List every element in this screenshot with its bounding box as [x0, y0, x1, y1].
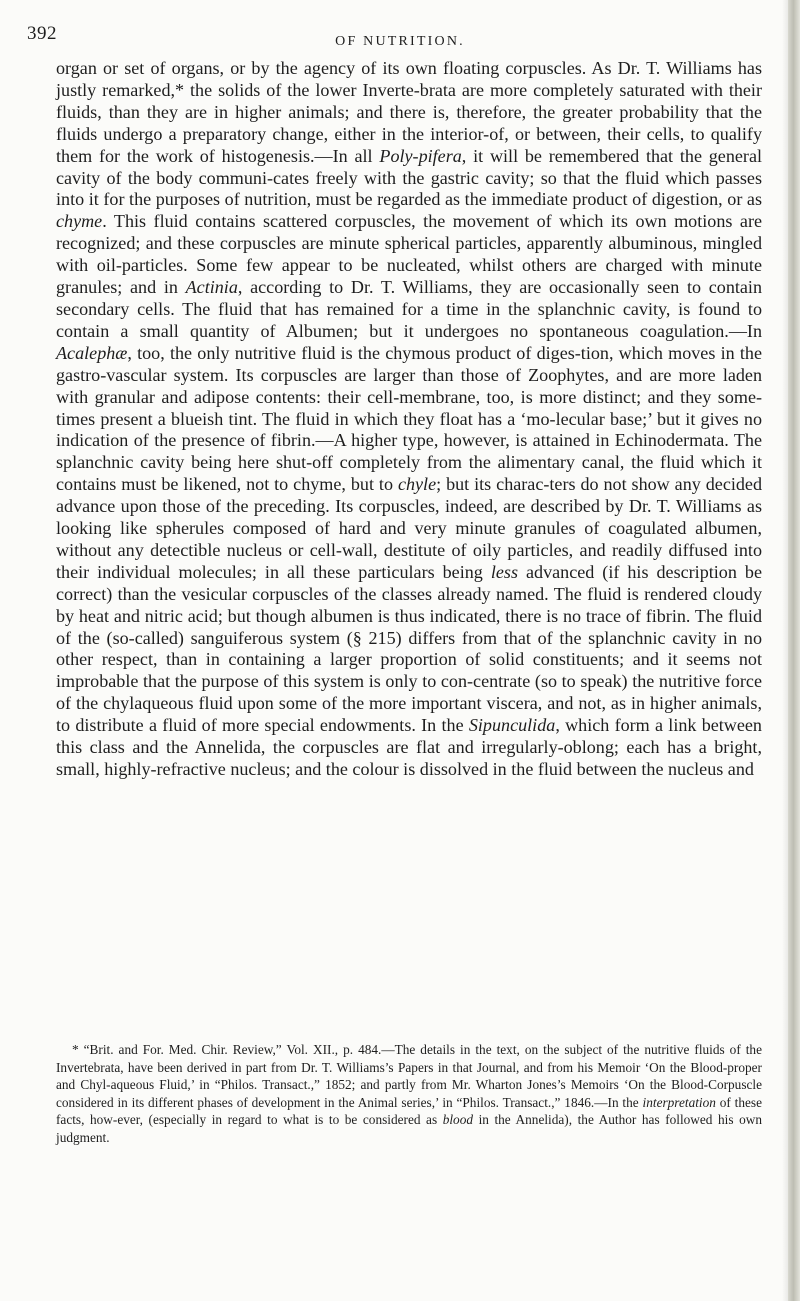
body-text-run: , which form a link between this class and the Annelida, the corpuscles are flat and irregularly-oblong; each has a bright, small, highly-refractive nucleus; and the colour is dissolved in the fluid between the nucleus and	[56, 715, 762, 779]
running-head: OF NUTRITION.	[335, 34, 465, 49]
body-text-run: organ or set of organs, or by the agency of its own floating corpuscles. As Dr. T. Williams has justly remarked,* the solids of the lower Inverte-brata are more completely saturated with their fluids, than they are in higher animals; and there is, therefore, the greater probability that the fluids undergo a preparatory change, either in the interior-of, or between, their cells, to qualify them for the work of histogenesis.—In all	[56, 58, 762, 166]
term-blood: blood	[442, 1112, 473, 1128]
footnote	[56, 1041, 762, 1147]
taxon-polypifera: Poly-pifera	[379, 145, 462, 166]
page-edge-strip	[788, 0, 800, 1301]
term-interpretation: interpretation	[642, 1094, 716, 1110]
body-text-run: , according to Dr. T. Williams, they are occasionally seen to contain secondary cells. The fluid that has remained for a time in the splanchnic cavity, is found to contain a small quantity of Albumen; but it undergoes no spontaneous coagulation.—In	[56, 277, 762, 341]
body-text-run: , it will be remembered that the general cavity of the body communi-cates freely with the gastric cavity; so that the fluid which passes into it for the purposes of nutrition, must be regarded as the immediate product of digestion, or as	[56, 145, 762, 210]
page-number: 392	[27, 23, 57, 44]
term-less: less	[490, 561, 518, 582]
footnote-text-run: * “Brit. and For. Med. Chir. Review,” Vol. XII., p. 484.—The details in the text, on the subject of the nutritive fluids of the Invertebrata, have been derived in part from Dr. T. Williams’s Papers in that Journal, and from his Memoir ‘On the Blood-proper and Chyl-aqueous Fluid,’ in “Philos. Transact.,” 1852; and partly from Mr. Wharton Jones’s Memoirs ‘On the Blood-Corpuscle considered in its different phases of development in the Animal series,’ in “Philos. Transact.,” 1846.—In the	[56, 1042, 762, 1110]
taxon-actinia: Actinia	[185, 277, 238, 298]
footnote-text-run: of these facts, how-ever, (especially in regard to what is to be considered as	[56, 1094, 762, 1128]
body-text	[56, 58, 762, 781]
term-chyme: chyme	[56, 211, 103, 232]
term-chyle: chyle	[397, 474, 437, 495]
body-paragraph	[56, 58, 762, 781]
body-text-run: . This fluid contains scattered corpuscles, the movement of which its own motions are recognized; and these corpuscles are minute spherical particles, apparently albuminous, mingled with oil-particles. Some few appear to be nucleated, whilst others are charged with minute granules; and in	[56, 211, 762, 298]
body-text-run: advanced (if his description be correct) than the vesicular corpuscles of the classes already named. The fluid is rendered cloudy by heat and nitric acid; but though albumen is thus indicated, there is no trace of fibrin. The fluid of the (so-called) sanguiferous system (§ 215) differs from that of the splanchnic cavity in no other respect, than in containing a larger proportion of solid constituents; and it seems not improbable that the purpose of this system is only to con-centrate (so to speak) the nutritive force of the chylaqueous fluid upon some of the more important viscera, and not, as in higher animals, to distribute a fluid of more special endowments. In the	[56, 561, 762, 736]
body-text-run: , too, the only nutritive fluid is the chymous product of diges-tion, which moves in the gastro-vascular system. Its corpuscles are larger than those of Zoophytes, and are more laden with granular and adipose contents: their cell-membrane, too, is more distinct; and they some-times present a blueish tint. The fluid in which they float has a ‘mo-lecular base;’ but it gives no indication of the presence of fibrin.—A higher type, however, is attained in Echinodermata. The splanchnic cavity being here shut-off completely from the alimentary canal, the fluid which it contains must be likened, not to chyme, but to	[56, 342, 762, 495]
footnote-paragraph	[56, 1041, 762, 1147]
taxon-acalephae: Acalephæ	[56, 342, 128, 363]
body-text-run: ; but its charac-ters do not show any decided advance upon those of the preceding. Its corpuscles, indeed, are described by Dr. T. Williams as looking like spherules composed of hard and very minute granules of coagulated albumen, without any detectible nucleus or cell-wall, destitute of oily particles, and readily diffused into their individual molecules; in all these particulars being	[56, 474, 763, 582]
footnote-text-run: in the Annelida), the Author has followed his own judgment.	[56, 1112, 763, 1145]
taxon-sipunculida: Sipunculida	[468, 715, 556, 736]
